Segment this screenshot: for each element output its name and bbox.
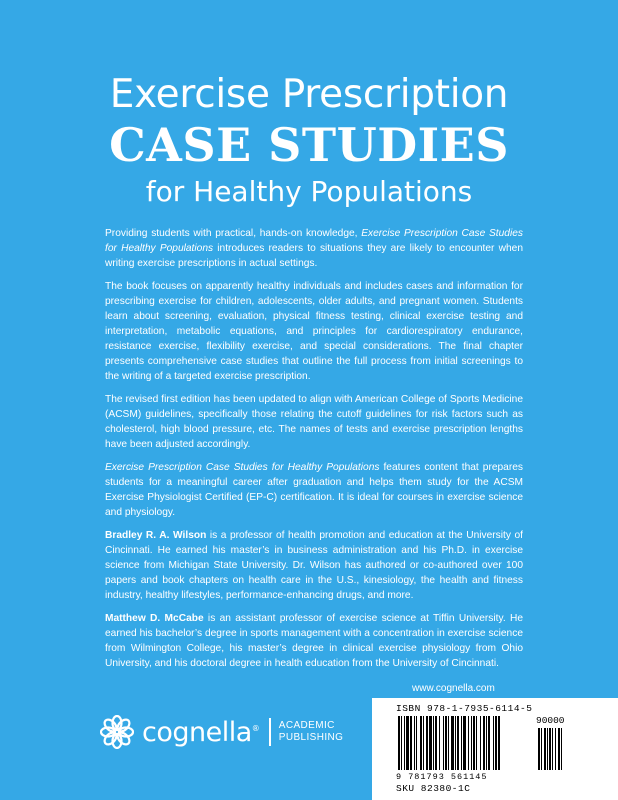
ean-text: 9 781793 561145	[396, 772, 488, 782]
cognella-flower-icon	[100, 715, 134, 749]
logo-divider	[269, 718, 271, 746]
publisher-name	[142, 717, 259, 748]
title-block	[0, 72, 618, 212]
author-name-wilson: Bradley R. A. Wilson	[105, 530, 207, 541]
paragraph-author-wilson	[105, 528, 523, 603]
publisher-sub-line-1: ACADEMIC	[278, 720, 335, 731]
author-name-mccabe: Matthew D. McCabe	[105, 613, 204, 624]
publisher-subtitle	[279, 720, 344, 744]
intro-text-a: Providing students with practical, hands-on knowledge,	[105, 228, 362, 239]
publisher-website: www.cognella.com	[412, 683, 495, 694]
intro-book-title: Exercise Prescription Case Studies for Healthy Populations	[105, 228, 523, 254]
author-bio-mccabe: is an assistant professor of exercise science at Tiffin University. He earned his bachelor’s degree in sports management with a concentration in exercise science from Wilmington College, his master’s degree in clinical exercise physiology from Ohio University, and his doctoral degree in health education from the University of Cincinnati.	[105, 613, 523, 669]
description-text	[105, 226, 523, 679]
publisher-name-text: cognella	[142, 716, 252, 748]
paragraph-author-mccabe	[105, 611, 523, 671]
sku-text: SKU 82380-1C	[396, 783, 471, 794]
publisher-logo	[100, 712, 343, 752]
trademark-symbol: ®	[251, 723, 260, 733]
title-line-2: CASE STUDIES	[109, 118, 509, 172]
career-text: features content that prepares students for a meaningful career after graduation and helps them study for the ACSM Exercise Physiologist Certified (EP-C) certification. It is ideal for courses in exercise science and physiology.	[105, 462, 523, 518]
title-line-3: for Healthy Populations	[145, 175, 473, 208]
author-bio-wilson: is a professor of health promotion and education at the University of Cincinnati. He earned his master’s in business administration and his Ph.D. in exercise science from Michigan State University. Dr. Wilson has authored or co-authored over 100 papers and book chapters on health care in the U.S., kinesiology, the health and fitness industry, healthy lifestyles, performance-enhancing drugs, and more.	[105, 530, 523, 601]
career-book-title: Exercise Prescription Case Studies for Healthy Populations	[105, 462, 380, 473]
title-line-1: Exercise Prescription	[109, 72, 509, 117]
paragraph-career	[105, 460, 523, 520]
price-code-text: 90000	[536, 715, 565, 726]
paragraph-focus: The book focuses on apparently healthy individuals and includes cases and information for prescribing exercise for children, adolescents, older adults, and pregnant women. Students learn about screening, evaluation, physical fitness testing, clinical exercise testing and interpretation, metabolic equations, and principles for cardiorespiratory endurance, resistance exercise, flexibility exercise, and special considerations. The final chapter presents comprehensive case studies that outline the full process from initial screenings to the writing of a targeted exercise prescription.	[105, 281, 523, 382]
intro-text-b: introduces readers to situations they are likely to encounter when writing exercise prescriptions in actual settings.	[105, 243, 523, 269]
barcode-box	[372, 698, 618, 800]
paragraph-revised: The revised first edition has been updated to align with American College of Sports Medicine (ACSM) guidelines, specifically those relating the cutoff guidelines for risk factors such as cholesterol, high blood pressure, etc. The names of tests and exercise prescription lengths have been adjusted accordingly.	[105, 394, 523, 450]
publisher-sub-line-2: PUBLISHING	[278, 732, 344, 743]
isbn-text: ISBN 978-1-7935-6114-5	[396, 703, 533, 714]
barcode-icon	[396, 714, 596, 772]
paragraph-intro	[105, 226, 523, 271]
